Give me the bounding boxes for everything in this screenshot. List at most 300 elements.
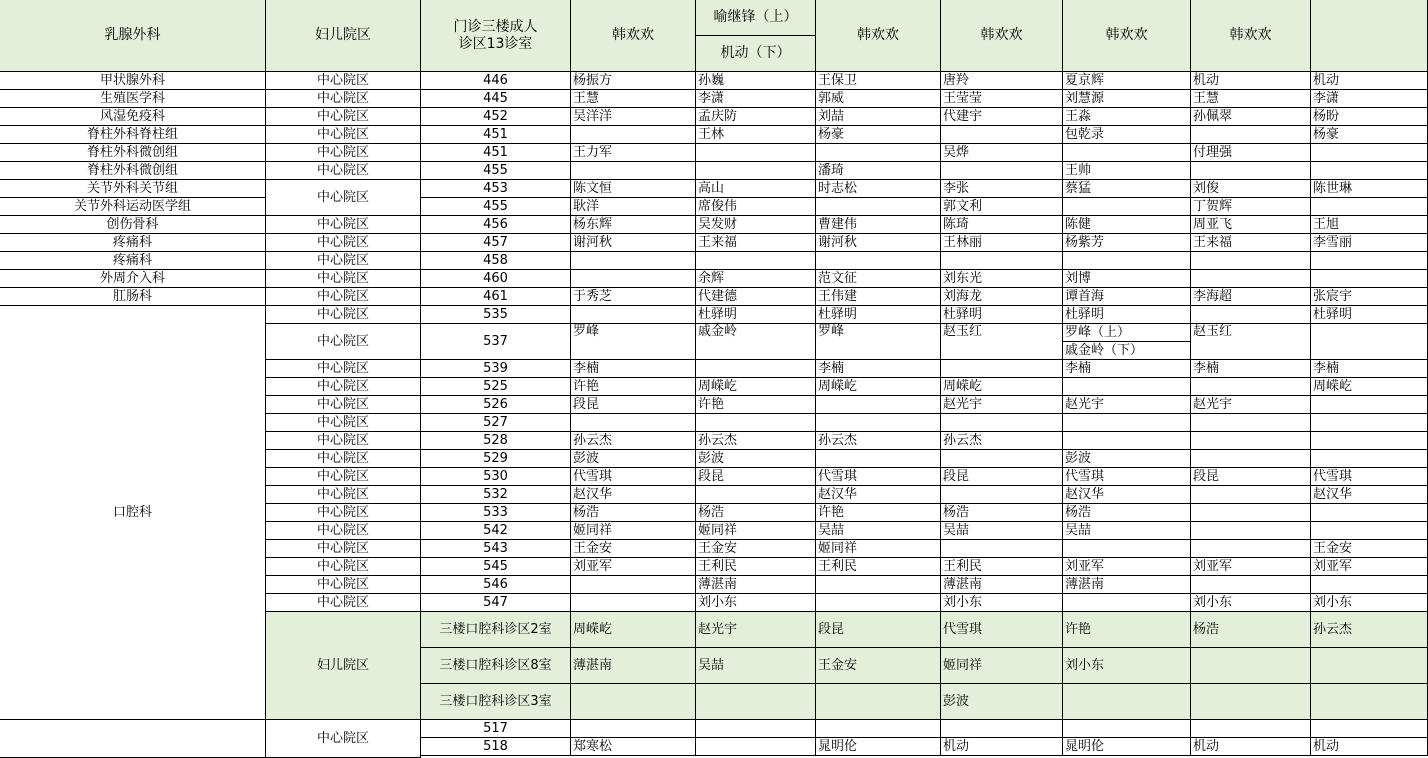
room-cell[interactable]: 529 [421,450,571,468]
area-cell[interactable]: 中心院区 [266,450,421,468]
room-cell[interactable]: 三楼口腔科诊区2室 [421,612,571,648]
doctor-cell-1[interactable]: 彭波 [571,450,696,468]
area-cell[interactable]: 中心院区 [266,126,421,144]
doctor-cell-2[interactable]: 孟庆防 [696,108,816,126]
room-cell[interactable]: 455 [421,162,571,180]
doctor-cell-6[interactable]: 王慧 [1191,90,1311,108]
room-cell[interactable]: 537 [421,324,571,360]
dept-cell[interactable]: 脊柱外科微创组 [0,162,266,180]
doctor-cell-2[interactable] [696,162,816,180]
doctor-cell-3[interactable] [816,684,941,720]
room-cell[interactable]: 546 [421,576,571,594]
header-doctor-2-bottom[interactable]: 机动（下） [696,36,816,72]
doctor-cell-2[interactable] [696,486,816,504]
doctor-cell-7[interactable]: 王旭 [1311,216,1428,234]
doctor-cell-3[interactable]: 潘琦 [816,162,941,180]
doctor-cell-6[interactable] [1191,270,1311,288]
doctor-cell-6[interactable]: 杨浩 [1191,612,1311,648]
doctor-cell-2[interactable]: 王林 [696,126,816,144]
doctor-cell-4[interactable]: 赵光宇 [941,396,1063,414]
doctor-cell-1[interactable]: 耿洋 [571,198,696,216]
doctor-cell-5[interactable] [1063,144,1191,162]
doctor-cell-1[interactable] [571,270,696,288]
doctor-cell-6[interactable] [1191,252,1311,270]
doctor-cell-7[interactable]: 李雪丽 [1311,234,1428,252]
doctor-cell-6[interactable] [1191,540,1311,558]
doctor-cell-1[interactable] [571,162,696,180]
doctor-cell-2[interactable]: 刘小东 [696,594,816,612]
doctor-cell-1[interactable]: 许艳 [571,378,696,396]
area-cell[interactable]: 中心院区 [266,720,421,758]
doctor-cell-5[interactable]: 刘小东 [1063,648,1191,684]
doctor-cell-5[interactable]: 夏京辉 [1063,72,1191,90]
dept-cell[interactable]: 生殖医学科 [0,90,266,108]
area-cell[interactable]: 中心院区 [266,504,421,522]
doctor-cell-7[interactable] [1311,648,1428,684]
area-cell[interactable]: 中心院区 [266,468,421,486]
doctor-cell-7[interactable]: 代雪琪 [1311,468,1428,486]
doctor-cell-5[interactable]: 杜驿明 [1063,306,1191,324]
doctor-cell-4[interactable]: 代建宇 [941,108,1063,126]
doctor-cell-2[interactable]: 孙巍 [696,72,816,90]
doctor-cell-4[interactable]: 薄湛南 [941,576,1063,594]
header-doctor-1[interactable]: 韩欢欢 [571,0,696,72]
doctor-cell-7[interactable]: 陈世琳 [1311,180,1428,198]
doctor-cell-5[interactable]: 陈健 [1063,216,1191,234]
doctor-cell-3[interactable] [816,198,941,216]
doctor-cell-4[interactable]: 杜驿明 [941,306,1063,324]
doctor-cell-4[interactable] [941,720,1063,738]
doctor-cell-3[interactable]: 姬同祥 [816,540,941,558]
doctor-cell-3[interactable] [816,396,941,414]
doctor-cell-4[interactable]: 刘海龙 [941,288,1063,306]
doctor-cell-7[interactable] [1311,324,1428,360]
doctor-cell-2[interactable]: 戚金岭 [696,324,816,360]
dept-cell[interactable]: 甲状腺外科 [0,72,266,90]
doctor-cell-2[interactable]: 段昆 [696,468,816,486]
doctor-cell-5[interactable] [1063,432,1191,450]
doctor-cell-3[interactable]: 曹建伟 [816,216,941,234]
doctor-cell-2[interactable] [696,684,816,720]
doctor-cell-5[interactable]: 晁明伦 [1063,738,1191,756]
room-cell[interactable]: 457 [421,234,571,252]
doctor-cell-4[interactable]: 陈琦 [941,216,1063,234]
doctor-cell-7[interactable] [1311,576,1428,594]
doctor-cell-4[interactable]: 刘东光 [941,270,1063,288]
doctor-cell-2[interactable]: 杨浩 [696,504,816,522]
doctor-cell-6[interactable]: 机动 [1191,738,1311,756]
doctor-cell-5[interactable]: 赵光宇 [1063,396,1191,414]
doctor-cell-7[interactable] [1311,162,1428,180]
room-cell[interactable]: 525 [421,378,571,396]
room-cell[interactable]: 542 [421,522,571,540]
doctor-cell-4[interactable]: 王利民 [941,558,1063,576]
doctor-cell-3[interactable] [816,576,941,594]
doctor-cell-3[interactable]: 王伟建 [816,288,941,306]
doctor-cell-5[interactable]: 杨浩 [1063,504,1191,522]
doctor-cell-6[interactable]: 机动 [1191,72,1311,90]
doctor-cell-5[interactable]: 刘慧源 [1063,90,1191,108]
area-cell[interactable]: 中心院区 [266,90,421,108]
area-cell[interactable]: 中心院区 [266,216,421,234]
doctor-cell-1[interactable]: 王力军 [571,144,696,162]
header-doctor-5[interactable]: 韩欢欢 [1063,0,1191,72]
doctor-cell-1[interactable]: 王金安 [571,540,696,558]
doctor-cell-3[interactable]: 王金安 [816,648,941,684]
doctor-cell-7[interactable]: 王金安 [1311,540,1428,558]
doctor-cell-2[interactable]: 王来福 [696,234,816,252]
doctor-cell-1[interactable]: 陈文恒 [571,180,696,198]
doctor-cell-2[interactable]: 孙云杰 [696,432,816,450]
room-cell[interactable]: 532 [421,486,571,504]
doctor-cell-2[interactable]: 王利民 [696,558,816,576]
doctor-cell-4[interactable] [941,450,1063,468]
dept-cell[interactable]: 疼痛科 [0,252,266,270]
dept-cell[interactable]: 脊柱外科脊柱组 [0,126,266,144]
doctor-cell-3[interactable]: 郭威 [816,90,941,108]
doctor-cell-3[interactable]: 吴喆 [816,522,941,540]
dept-cell[interactable]: 肛肠科 [0,288,266,306]
doctor-cell-7[interactable] [1311,144,1428,162]
doctor-cell-3[interactable]: 晁明伦 [816,738,941,756]
doctor-cell-6[interactable]: 付理强 [1191,144,1311,162]
area-cell[interactable]: 中心院区 [266,288,421,306]
doctor-cell-5[interactable] [1063,540,1191,558]
doctor-cell-5[interactable]: 蔡猛 [1063,180,1191,198]
area-cell[interactable]: 中心院区 [266,396,421,414]
doctor-cell-3[interactable]: 杨豪 [816,126,941,144]
doctor-cell-4[interactable] [941,360,1063,378]
doctor-cell-6[interactable] [1191,648,1311,684]
room-cell[interactable]: 451 [421,144,571,162]
doctor-cell-6[interactable] [1191,576,1311,594]
doctor-cell-4[interactable]: 李张 [941,180,1063,198]
header-doctor-3[interactable]: 韩欢欢 [816,0,941,72]
doctor-cell-2[interactable]: 吴喆 [696,648,816,684]
room-cell[interactable]: 517 [421,720,571,738]
doctor-cell-7[interactable] [1311,450,1428,468]
room-cell[interactable]: 三楼口腔科诊区3室 [421,684,571,720]
doctor-cell-5[interactable]: 刘博 [1063,270,1191,288]
doctor-cell-2[interactable]: 赵光宇 [696,612,816,648]
doctor-cell-4[interactable]: 赵玉红 [941,324,1063,360]
doctor-cell-6[interactable] [1191,486,1311,504]
doctor-cell-7[interactable]: 赵汉华 [1311,486,1428,504]
area-cell-fuer[interactable]: 妇儿院区 [266,612,421,720]
doctor-cell-4[interactable]: 机动 [941,738,1063,756]
doctor-cell-3[interactable] [816,414,941,432]
doctor-cell-3[interactable]: 许艳 [816,504,941,522]
room-cell[interactable]: 533 [421,504,571,522]
area-cell[interactable]: 中心院区 [266,558,421,576]
room-cell[interactable]: 545 [421,558,571,576]
dept-cell[interactable]: 关节外科运动医学组 [0,198,266,216]
doctor-cell-3[interactable]: 王利民 [816,558,941,576]
doctor-cell-5[interactable]: 彭波 [1063,450,1191,468]
doctor-cell-6[interactable] [1191,126,1311,144]
doctor-cell-1[interactable]: 代雪琪 [571,468,696,486]
doctor-cell-6[interactable]: 李楠 [1191,360,1311,378]
doctor-cell-2[interactable]: 彭波 [696,450,816,468]
doctor-cell-4[interactable] [941,540,1063,558]
doctor-cell-3[interactable]: 谢河秋 [816,234,941,252]
room-cell[interactable]: 三楼口腔科诊区8室 [421,648,571,684]
doctor-cell-3[interactable] [816,720,941,738]
doctor-cell-4[interactable]: 代雪琪 [941,612,1063,648]
header-dept[interactable]: 乳腺外科 [0,0,266,72]
doctor-cell-4[interactable]: 王林丽 [941,234,1063,252]
area-cell[interactable]: 中心院区 [266,324,421,360]
doctor-cell-5[interactable] [1063,720,1191,738]
doctor-cell-7[interactable] [1311,396,1428,414]
doctor-cell-3[interactable] [816,252,941,270]
doctor-cell-4[interactable]: 段昆 [941,468,1063,486]
doctor-cell-5[interactable]: 李楠 [1063,360,1191,378]
room-cell[interactable]: 543 [421,540,571,558]
doctor-cell-7[interactable]: 杜驿明 [1311,306,1428,324]
doctor-cell-1[interactable]: 刘亚军 [571,558,696,576]
doctor-cell-5[interactable]: 赵汉华 [1063,486,1191,504]
dept-cell[interactable]: 脊柱外科微创组 [0,144,266,162]
doctor-cell-6[interactable] [1191,378,1311,396]
area-cell[interactable]: 中心院区 [266,252,421,270]
doctor-cell-4[interactable]: 孙云杰 [941,432,1063,450]
doctor-cell-1[interactable] [571,252,696,270]
area-cell[interactable]: 中心院区 [266,270,421,288]
doctor-cell-7[interactable] [1311,270,1428,288]
doctor-cell-5[interactable]: 吴喆 [1063,522,1191,540]
room-cell[interactable]: 458 [421,252,571,270]
doctor-cell-5[interactable] [1063,594,1191,612]
doctor-cell-1[interactable]: 杨振方 [571,72,696,90]
doctor-cell-7[interactable]: 张宸宇 [1311,288,1428,306]
dept-cell[interactable] [0,720,266,758]
doctor-cell-7[interactable]: 李潇 [1311,90,1428,108]
dept-cell[interactable]: 关节外科关节组 [0,180,266,198]
doctor-cell-6[interactable] [1191,432,1311,450]
doctor-cell-4[interactable]: 吴喆 [941,522,1063,540]
doctor-cell-4[interactable] [941,162,1063,180]
doctor-cell-7[interactable] [1311,252,1428,270]
doctor-cell-1[interactable] [571,594,696,612]
doctor-cell-6[interactable]: 赵光宇 [1191,396,1311,414]
doctor-cell-5[interactable] [1063,414,1191,432]
room-cell[interactable]: 455 [421,198,571,216]
room-cell[interactable]: 460 [421,270,571,288]
doctor-cell-7[interactable]: 杨盼 [1311,108,1428,126]
doctor-cell-7[interactable]: 李楠 [1311,360,1428,378]
area-cell[interactable]: 中心院区 [266,594,421,612]
area-cell[interactable]: 中心院区 [266,144,421,162]
dept-cell[interactable]: 疼痛科 [0,234,266,252]
doctor-cell-6[interactable]: 段昆 [1191,468,1311,486]
dept-cell-kouqiang[interactable]: 口腔科 [0,306,266,720]
room-cell[interactable]: 445 [421,90,571,108]
doctor-cell-7[interactable] [1311,414,1428,432]
doctor-cell-6[interactable] [1191,450,1311,468]
doctor-cell-1[interactable] [571,126,696,144]
header-doctor-7[interactable] [1311,0,1428,72]
doctor-cell-6[interactable] [1191,306,1311,324]
area-cell[interactable]: 中心院区 [266,540,421,558]
dept-cell[interactable]: 外周介入科 [0,270,266,288]
doctor-cell-6[interactable] [1191,720,1311,738]
area-cell[interactable]: 中心院区 [266,414,421,432]
doctor-cell-1[interactable] [571,576,696,594]
doctor-cell-5[interactable]: 薄湛南 [1063,576,1191,594]
doctor-cell-2[interactable] [696,738,816,756]
area-cell[interactable]: 中心院区 [266,378,421,396]
doctor-cell-1[interactable]: 郑寒松 [571,738,696,756]
doctor-cell-3[interactable]: 代雪琪 [816,468,941,486]
doctor-cell-5[interactable]: 代雪琪 [1063,468,1191,486]
doctor-cell-4[interactable] [941,486,1063,504]
dept-cell[interactable]: 创伤骨科 [0,216,266,234]
room-cell[interactable]: 446 [421,72,571,90]
doctor-cell-1[interactable]: 杨浩 [571,504,696,522]
doctor-cell-7[interactable] [1311,198,1428,216]
area-cell[interactable]: 中心院区 [266,306,421,324]
doctor-cell-1[interactable]: 杨东辉 [571,216,696,234]
header-doctor-4[interactable]: 韩欢欢 [941,0,1063,72]
doctor-cell-1[interactable]: 孙云杰 [571,432,696,450]
doctor-cell-7[interactable]: 周嵘屹 [1311,378,1428,396]
doctor-cell-4[interactable]: 周嵘屹 [941,378,1063,396]
doctor-cell-4[interactable] [941,252,1063,270]
area-cell[interactable]: 中心院区 [266,360,421,378]
doctor-cell-3[interactable]: 李楠 [816,360,941,378]
area-cell[interactable]: 中心院区 [266,162,421,180]
doctor-cell-2[interactable]: 姬同祥 [696,522,816,540]
doctor-cell-2[interactable]: 高山 [696,180,816,198]
header-doctor-6[interactable]: 韩欢欢 [1191,0,1311,72]
doctor-cell-7[interactable] [1311,432,1428,450]
doctor-cell-4[interactable]: 王莹莹 [941,90,1063,108]
room-cell[interactable]: 547 [421,594,571,612]
doctor-cell-1[interactable]: 薄湛南 [571,648,696,684]
doctor-cell-4[interactable]: 杨浩 [941,504,1063,522]
header-room[interactable] [421,0,571,72]
doctor-cell-7[interactable]: 机动 [1311,738,1428,756]
doctor-cell-1[interactable] [571,306,696,324]
room-cell[interactable]: 461 [421,288,571,306]
doctor-cell-3[interactable]: 孙云杰 [816,432,941,450]
doctor-cell-4[interactable]: 刘小东 [941,594,1063,612]
doctor-cell-6[interactable] [1191,414,1311,432]
doctor-cell-1[interactable]: 吴洋洋 [571,108,696,126]
doctor-cell-1[interactable]: 王慧 [571,90,696,108]
doctor-cell-5[interactable]: 杨紫芳 [1063,234,1191,252]
doctor-cell-4[interactable]: 郭文利 [941,198,1063,216]
doctor-cell-1[interactable]: 段昆 [571,396,696,414]
room-cell[interactable]: 528 [421,432,571,450]
doctor-cell-2[interactable] [696,414,816,432]
doctor-cell-3[interactable]: 赵汉华 [816,486,941,504]
doctor-cell-6[interactable] [1191,684,1311,720]
area-cell[interactable]: 中心院区 [266,180,421,216]
doctor-cell-6[interactable]: 王来福 [1191,234,1311,252]
room-cell[interactable]: 526 [421,396,571,414]
doctor-cell-5[interactable]: 罗峰（上） [1063,324,1191,342]
doctor-cell-7[interactable] [1311,522,1428,540]
room-cell[interactable]: 539 [421,360,571,378]
doctor-cell-5[interactable]: 王淼 [1063,108,1191,126]
room-cell[interactable]: 535 [421,306,571,324]
doctor-cell-2[interactable]: 李潇 [696,90,816,108]
header-doctor-2-top[interactable]: 喻继锋（上） [696,0,816,36]
doctor-cell-5[interactable]: 许艳 [1063,612,1191,648]
doctor-cell-4[interactable]: 彭波 [941,684,1063,720]
doctor-cell-3[interactable]: 时志松 [816,180,941,198]
doctor-cell-6[interactable] [1191,162,1311,180]
doctor-cell-2[interactable]: 杜驿明 [696,306,816,324]
doctor-cell-7[interactable]: 刘亚军 [1311,558,1428,576]
doctor-cell-7[interactable] [1311,720,1428,738]
doctor-cell-6[interactable] [1191,504,1311,522]
room-cell[interactable]: 452 [421,108,571,126]
doctor-cell-2[interactable]: 周嵘屹 [696,378,816,396]
doctor-cell-3[interactable]: 刘喆 [816,108,941,126]
doctor-cell-2[interactable]: 代建德 [696,288,816,306]
room-cell[interactable]: 530 [421,468,571,486]
room-cell[interactable]: 527 [421,414,571,432]
room-cell[interactable]: 456 [421,216,571,234]
area-cell[interactable]: 中心院区 [266,522,421,540]
room-cell[interactable]: 451 [421,126,571,144]
doctor-cell-1[interactable] [571,720,696,738]
doctor-cell-1[interactable] [571,684,696,720]
doctor-cell-1[interactable]: 罗峰 [571,324,696,360]
doctor-cell-2[interactable] [696,360,816,378]
doctor-cell-2[interactable]: 席俊伟 [696,198,816,216]
doctor-cell-7[interactable]: 机动 [1311,72,1428,90]
doctor-cell-6[interactable]: 丁贺辉 [1191,198,1311,216]
doctor-cell-5[interactable] [1063,198,1191,216]
doctor-cell-7[interactable] [1311,504,1428,522]
area-cell[interactable]: 中心院区 [266,432,421,450]
doctor-cell-6[interactable]: 赵玉红 [1191,324,1311,360]
doctor-cell-2[interactable]: 王金安 [696,540,816,558]
doctor-cell-5[interactable] [1063,684,1191,720]
doctor-cell-1[interactable]: 李楠 [571,360,696,378]
area-cell[interactable]: 中心院区 [266,234,421,252]
doctor-cell-4[interactable] [941,414,1063,432]
doctor-cell-5[interactable]: 戚金岭（下） [1063,342,1191,360]
doctor-cell-3[interactable]: 罗峰 [816,324,941,360]
doctor-cell-2[interactable] [696,252,816,270]
doctor-cell-4[interactable]: 吴烨 [941,144,1063,162]
doctor-cell-6[interactable]: 孙佩翠 [1191,108,1311,126]
area-cell[interactable]: 中心院区 [266,72,421,90]
doctor-cell-5[interactable]: 刘亚军 [1063,558,1191,576]
area-cell[interactable]: 中心院区 [266,108,421,126]
doctor-cell-4[interactable]: 姬同祥 [941,648,1063,684]
doctor-cell-4[interactable]: 唐羚 [941,72,1063,90]
doctor-cell-6[interactable]: 刘俊 [1191,180,1311,198]
doctor-cell-6[interactable]: 刘亚军 [1191,558,1311,576]
doctor-cell-1[interactable]: 谢河秋 [571,234,696,252]
room-cell[interactable]: 453 [421,180,571,198]
doctor-cell-3[interactable]: 杜驿明 [816,306,941,324]
doctor-cell-1[interactable] [571,414,696,432]
doctor-cell-3[interactable]: 王保卫 [816,72,941,90]
doctor-cell-2[interactable]: 许艳 [696,396,816,414]
doctor-cell-2[interactable] [696,720,816,738]
doctor-cell-4[interactable] [941,126,1063,144]
doctor-cell-2[interactable]: 薄湛南 [696,576,816,594]
doctor-cell-3[interactable]: 范文征 [816,270,941,288]
doctor-cell-2[interactable]: 吴发财 [696,216,816,234]
